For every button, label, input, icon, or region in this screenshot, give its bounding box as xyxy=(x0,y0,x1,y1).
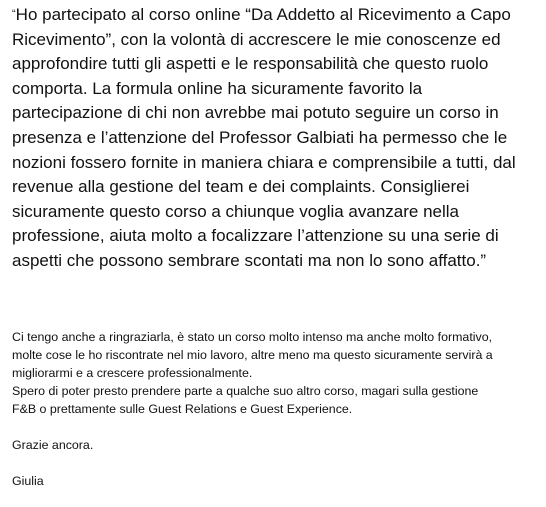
spacer xyxy=(12,454,542,472)
note-line: molte cose le ho riscontrate nel mio lavoro, altre meno ma questo sicuramente servirà a xyxy=(12,348,493,362)
testimonial-line: sicuramente questo corso a chiunque voglia avanzare nella xyxy=(12,201,459,221)
signature: Giulia xyxy=(12,474,44,488)
note-line: Spero di poter presto prendere parte a qualche suo altro corso, magari sulla gestione xyxy=(12,384,479,398)
opening-quote-mark: “ xyxy=(12,8,16,20)
spacer xyxy=(12,418,542,436)
testimonial-line: revenue alla gestione del team e dei complaints. Consiglierei xyxy=(12,177,470,197)
testimonial-line: professione, aiuta molto a focalizzare l’attenzione su una serie di xyxy=(12,226,499,246)
closing-line: Grazie ancora. xyxy=(12,438,94,452)
testimonial-line: approfondire tutti gli aspetti e le responsabilità che questo ruolo xyxy=(12,54,489,74)
personal-note xyxy=(12,328,542,490)
testimonial-line: nozioni fossero fornite in maniera chiara e comprensibile a tutti, dal xyxy=(12,152,516,172)
testimonial-line: partecipazione di chi non avrebbe mai potuto seguire un corso in xyxy=(12,103,499,123)
testimonial-line: presenza e l’attenzione del Professor Galbiati ha permesso che le xyxy=(12,127,508,147)
note-paragraph xyxy=(12,328,542,418)
testimonial-line: aspetti che possono sembrare scontati ma non lo sono affatto.” xyxy=(12,250,487,270)
testimonial-line: Ricevimento”, con la volontà di accrescere le mie conoscenze ed xyxy=(12,29,501,49)
note-line: Ci tengo anche a ringraziarla, è stato un corso molto intenso ma anche molto formativo, xyxy=(12,330,493,344)
document-page xyxy=(12,0,542,488)
testimonial-line: Ho partecipato al corso online “Da Addetto al Ricevimento a Capo xyxy=(15,5,511,24)
note-line: migliorarmi e a crescere professionalmente. xyxy=(12,366,253,380)
note-line: F&B o prettamente sulle Guest Relations e Guest Experience. xyxy=(12,402,353,416)
testimonial-quote xyxy=(12,0,542,274)
testimonial-line: comporta. La formula online ha sicuramente favorito la xyxy=(12,78,423,98)
